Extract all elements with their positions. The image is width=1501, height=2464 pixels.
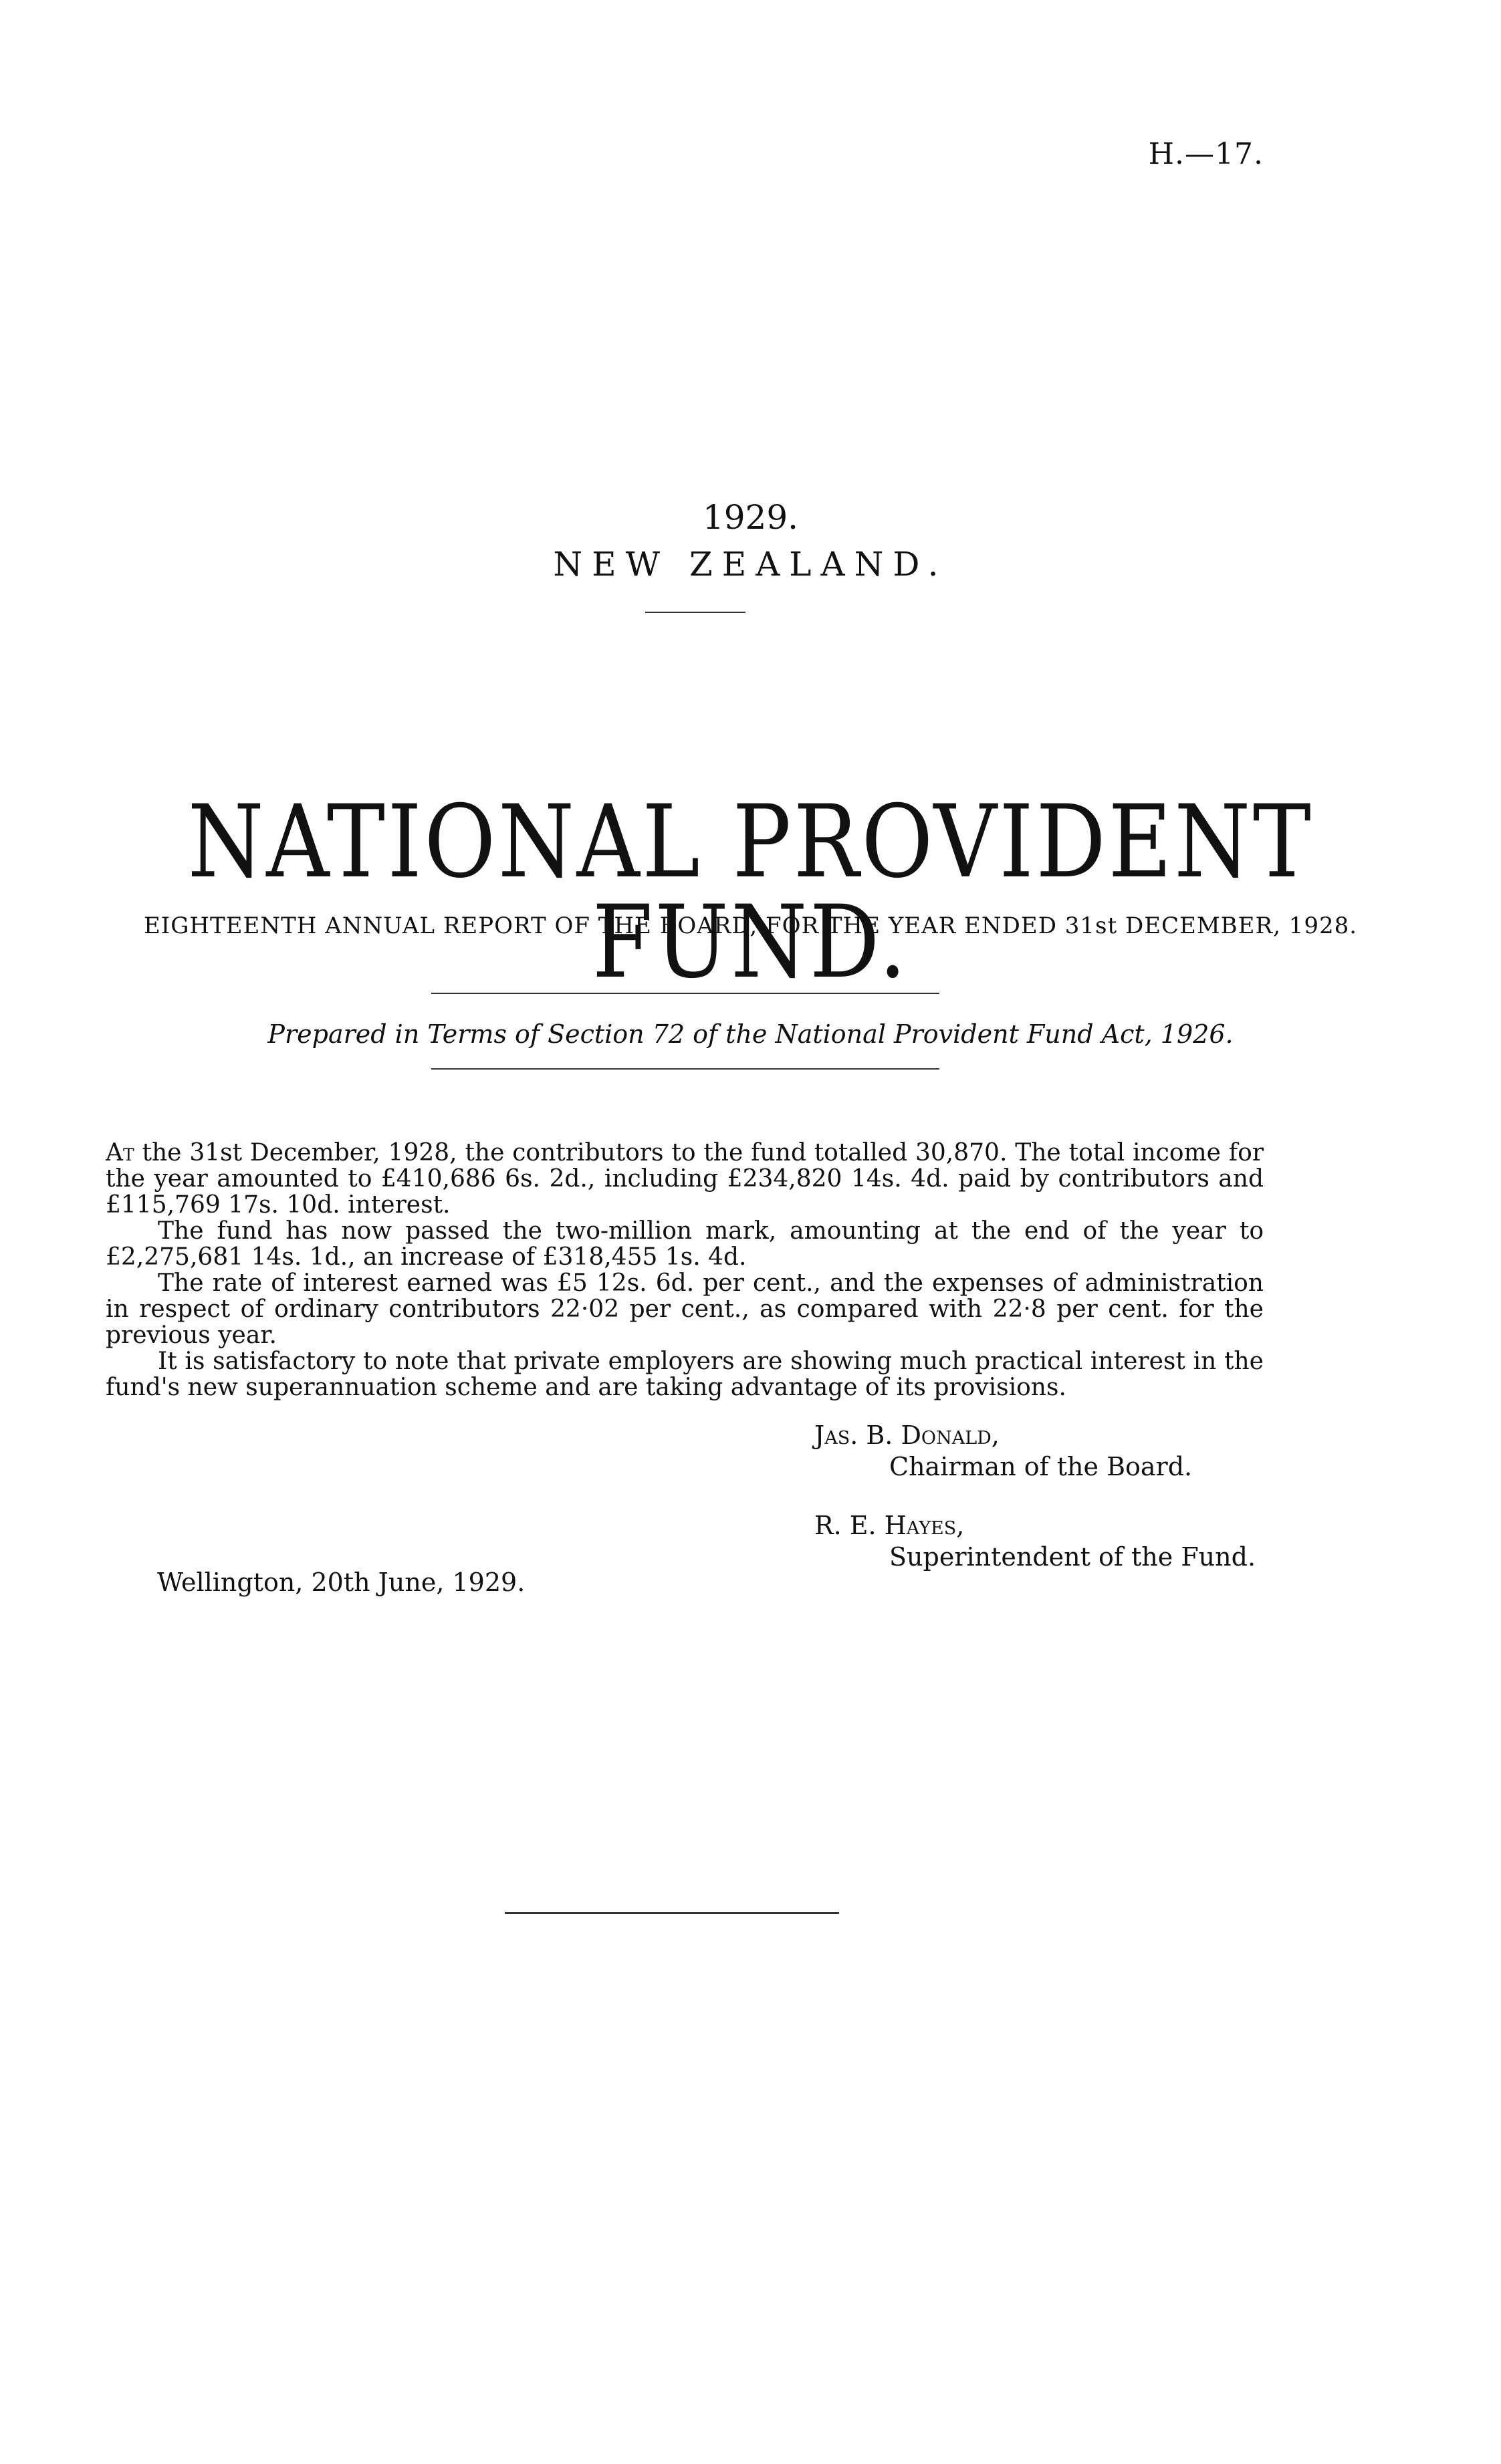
publication-year: 1929. <box>702 498 799 537</box>
prepared-note: Prepared in Terms of Section 72 of the National Provident Fund Act, 1926. <box>267 1019 1234 1049</box>
document-title: NATIONAL PROVIDENT FUND. <box>187 784 1314 1001</box>
country-heading: NEW ZEALAND. <box>553 545 948 584</box>
signatory-title: Superintendent of the Fund. <box>889 1542 1256 1572</box>
signatory-title: Chairman of the Board. <box>889 1452 1193 1481</box>
divider <box>431 993 939 994</box>
signatory-name: R. E. Hayes, <box>814 1511 965 1540</box>
paper-reference: H.—17. <box>1148 137 1264 171</box>
report-body <box>106 1140 1264 1400</box>
document-subtitle: EIGHTEENTH ANNUAL REPORT OF THE BOARD, FOR THE YEAR ENDED 31st DECEMBER, 1928. <box>143 912 1358 939</box>
divider <box>645 612 745 613</box>
place-and-date: Wellington, 20th June, 1929. <box>157 1568 526 1597</box>
paragraph-text: the 31st December, 1928, the contributors to the fund totalled 30,870. The total income for the year amounted to £410,686 6s. 2d., including £234,820 14s. 4d. paid by contributors and £115,769 17s. 10d. interest. <box>106 1139 1264 1219</box>
lead-word: At <box>106 1139 134 1166</box>
end-rule <box>505 1912 839 1914</box>
report-paragraph: The rate of interest earned was £5 12s. 6d. per cent., and the expenses of administration in respect of ordinary contributors 22·02 per cent., as compared with 22·8 per cent. for the previous year. <box>106 1269 1264 1349</box>
divider <box>431 1068 939 1070</box>
report-paragraph: It is satisfactory to note that private employers are showing much practical interest in the fund's new superannuation scheme and are taking advantage of its provisions. <box>106 1348 1264 1401</box>
signatory-name: Jas. B. Donald, <box>814 1421 1000 1450</box>
report-paragraph <box>106 1140 1264 1218</box>
report-paragraph: The fund has now passed the two-million mark, amounting at the end of the year to £2,275,681 14s. 1d., an increase of £318,455 1s. 4d. <box>106 1217 1264 1271</box>
